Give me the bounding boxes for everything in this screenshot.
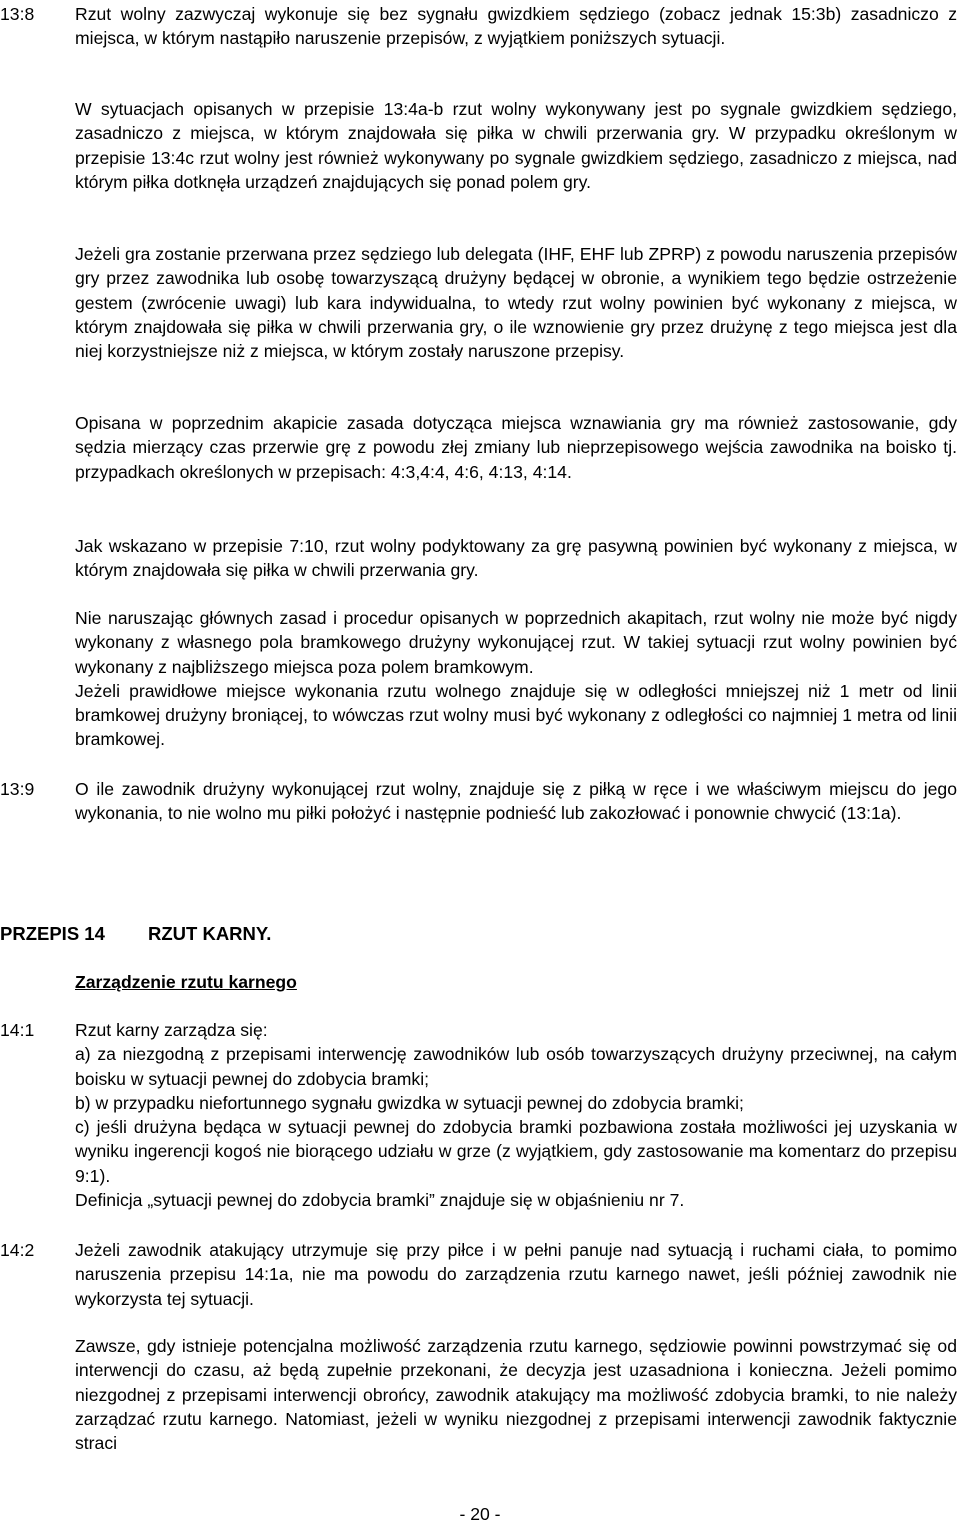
section-number: 13:8 — [0, 4, 35, 24]
paragraph: W sytuacjach opisanych w przepisie 13:4a-b rzut wolny wykonywany jest po sygnale gwizdkiem sędziego, zasadniczo z miejsca, w którym znajdowała się piłka w chwili przerwania gry. W przypadku określonym w przepisie 13:4c rzut wolny jest również wykonywany po sygnale gwizdkiem sędziego, zasadniczo z miejsca, nad którym piłka dotknęła urządzeń znajdujących się ponad polem gry. — [75, 99, 957, 192]
rule-label: PRZEPIS 14 — [0, 923, 105, 944]
paragraph: Jeżeli gra zostanie przerwana przez sędziego lub delegata (IHF, EHF lub ZPRP) z powodu naruszenia przepisów gry przez zawodnika lub osobę towarzyszącą drużyny będącej w obronie, a wynikiem tego będzie ostrzeżenie gestem (zwrócenie uwagi) lub kara indywidualna, to wtedy rzut wolny powinien być wykonany z miejsca, w którym znajdowała się piłka w chwili przerwania gry, o ile wznowienie gry przez drużynę z tego miejsca jest dla niej korzystniejsze niż z miejsca, w którym zostały naruszone przepisy. — [75, 244, 957, 362]
section-number: 14:2 — [0, 1240, 35, 1260]
paragraph-block — [75, 606, 957, 752]
section-number: 13:9 — [0, 779, 35, 799]
paragraph: Definicja „sytuacji pewnej do zdobycia bramki” znajduje się w objaśnieniu nr 7. — [75, 1190, 685, 1211]
subheading: Zarządzenie rzutu karnego — [75, 972, 297, 992]
paragraph: Rzut karny zarządza się: — [75, 1020, 268, 1040]
section-number: 14:1 — [0, 1020, 35, 1040]
paragraph: Rzut wolny zazwyczaj wykonuje się bez sygnału gwizdkiem sędziego (zobacz jednak 15:3b) zasadniczo z miejsca, w którym nastąpiło naruszenie przepisów, z wyjątkiem poniższych sytuacji. — [75, 4, 957, 49]
paragraph: Jeżeli prawidłowe miejsce wykonania rzutu wolnego znajduje się w odległości mniejszej niż 1 metr od linii bramkowej drużyny broniącej, to wówczas rzut wolny musi być wykonany z odległości co najmniej 1 metra od linii bramkowej. — [75, 680, 957, 750]
paragraph: Zawsze, gdy istnieje potencjalna możliwość zarządzenia rzutu karnego, sędziowie powinni powstrzymać się od interwencji do czasu, aż będą zupełnie przekonani, że decyzja jest uzasadniona i konieczna. Jeżeli pomimo niezgodnej z przepisami interwencji obrońcy, zawodnik atakujący ma możliwość zdobycia bramki, to nie należy zarządzać rzutu karnego. Natomiast, jeżeli w wyniku niezgodnej z przepisami interwencji zawodnik faktycznie straci — [75, 1336, 957, 1454]
paragraph: Nie naruszając głównych zasad i procedur opisanych w poprzednich akapitach, rzut wolny nie może być nigdy wykonany z własnego pola bramkowego drużyny wykonującej rzut. W takiej sytuacji rzut wolny powinien być wykonany z najbliższego miejsca poza polem bramkowym. — [75, 608, 957, 677]
section-13-9 — [75, 777, 957, 826]
list-item: c) jeśli drużyna będąca w sytuacji pewnej do zdobycia bramki pozbawiona została możliwości jej uzyskania w wyniku ingerencji kogoś nie biorącego udziału w grze (z wyjątkiem, gdy zastosowanie ma komentarz do przepisu 9:1). — [75, 1117, 957, 1186]
paragraph-block — [75, 242, 957, 363]
rule-title: RZUT KARNY. — [148, 923, 272, 944]
paragraph-block — [75, 1334, 957, 1455]
paragraph: Opisana w poprzednim akapicie zasada dotycząca miejsca wznawiania gry ma również zastosowanie, gdy sędzia mierzący czas przerwie grę z powodu złej zmiany lub nieprzepisowego wejścia zawodnika na boisko tj. przypadkach określonych w przepisach: 4:3,4:4, 4:6, 4:13, 4:14. — [75, 413, 957, 482]
section-14-2 — [75, 1238, 957, 1311]
paragraph-block — [75, 411, 957, 484]
paragraph-block — [75, 97, 957, 194]
paragraph-block — [75, 534, 957, 583]
paragraph: Jak wskazano w przepisie 7:10, rzut wolny podyktowany za grę pasywną powinien być wykonany z miejsca, w którym znajdowała się piłka w chwili przerwania gry. — [75, 536, 957, 581]
page-number: - 20 - — [459, 1504, 501, 1524]
list-item: a) za niezgodną z przepisami interwencję zawodników lub osób towarzyszących drużyny przeciwnej, na całym boisku w sytuacji pewnej do zdobycia bramki; — [75, 1044, 957, 1089]
section-14-1 — [75, 1018, 957, 1212]
list-item: b) w przypadku niefortunnego sygnału gwizdka w sytuacji pewnej do zdobycia bramki; — [75, 1092, 744, 1113]
paragraph: Jeżeli zawodnik atakujący utrzymuje się przy piłce i w pełni panuje nad sytuacją i ruchami ciała, to pomimo naruszenia przepisu 14:1a, nie ma powodu do zarządzenia rzutu karnego nawet, jeśli później zawodnik nie wykorzysta tej sytuacji. — [75, 1240, 957, 1309]
paragraph: O ile zawodnik drużyny wykonującej rzut wolny, znajduje się z piłką w ręce i we właściwym miejscu do jego wykonania, to nie wolno mu piłki położyć i następnie podnieść lub zakozłować i ponownie chwycić (13:1a). — [75, 779, 957, 824]
section-13-8 — [75, 2, 957, 51]
